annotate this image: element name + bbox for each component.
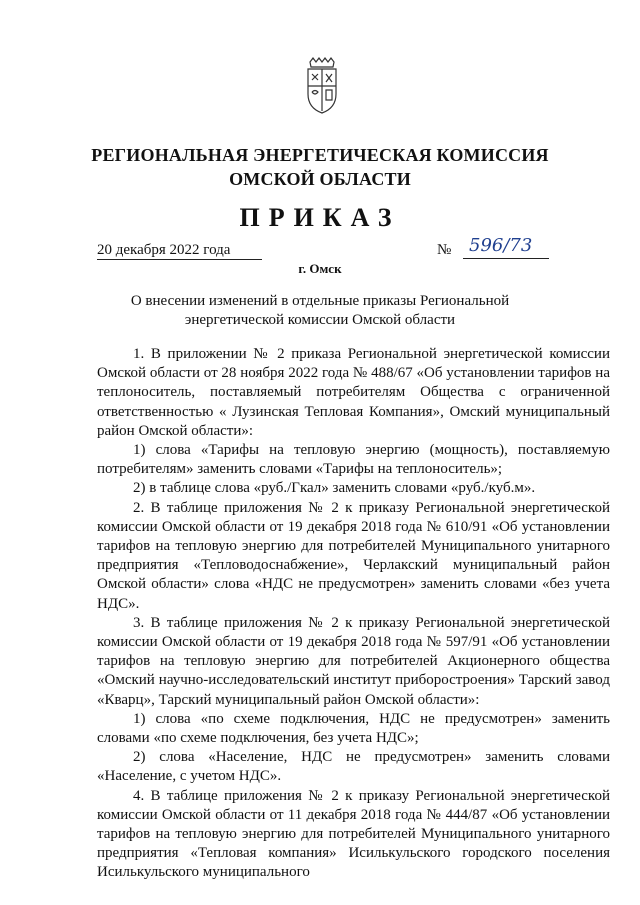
organization-name-line1: РЕГИОНАЛЬНАЯ ЭНЕРГЕТИЧЕСКАЯ КОМИССИЯ [91, 145, 549, 165]
body-paragraph: 1) слова «по схеме подключения, НДС не предусмотрен» заменить словами «по схеме подключения, без учета НДС»; [97, 710, 610, 747]
document-date: 20 декабря 2022 года [97, 241, 262, 260]
body-paragraph: 1. В приложении № 2 приказа Региональной энергетической комиссии Омской области от 28 ноября 2022 года № 488/67 «Об установлении тарифов на теплоноситель, поставляемый потребителям Общества с ограниченной ответственностью « Лузинская Тепловая Компания», Омский муниципальный район Омской области»: [97, 346, 610, 439]
document-body [97, 345, 610, 883]
document-subject [0, 292, 640, 330]
coat-of-arms-emblem [300, 56, 344, 116]
document-number-handwritten: 596/73 [463, 234, 549, 259]
body-paragraph: 4. В таблице приложения № 2 к приказу Региональной энергетической комиссии Омской области от 11 декабря 2018 года № 444/87 «Об установлении тарифов на тепловую энергию для потребителей Муниципального унитарного предприятия «Тепловая компания» Исилькульского городского поселения Исилькульского муниципального [97, 787, 610, 881]
document-number-label: № [437, 242, 452, 258]
document-type-title: ПРИКАЗ [239, 203, 401, 232]
body-paragraph: 2) в таблице слова «руб./Гкал» заменить словами «руб./куб.м». [133, 480, 536, 497]
body-paragraph: 1) слова «Тарифы на тепловую энергию (мощность), поставляемую потребителям» заменить словами «Тарифы на теплоноситель»; [97, 442, 610, 478]
subject-line2: энергетической комиссии Омской области [184, 312, 456, 328]
body-paragraph: 2) слова «Население, НДС не предусмотрен» заменить словами «Население, с учетом НДС». [97, 749, 610, 785]
subject-line1: О внесении изменений в отдельные приказы Региональной [130, 293, 510, 309]
body-paragraph: 3. В таблице приложения № 2 к приказу Региональной энергетической комиссии Омской области от 19 декабря 2018 года № 597/91 «Об установлении тарифов на тепловую энергию для потребителей Акционерного общества «Омский научно-исследовательский институт приборостроения» Тарский завод «Кварц», Тарский муниципальный район Омской области»: [97, 614, 610, 708]
organization-name-line2: ОМСКОЙ ОБЛАСТИ [229, 169, 411, 189]
body-paragraph: 2. В таблице приложения № 2 к приказу Региональной энергетической комиссии Омской области от 19 декабря 2018 года № 610/91 «Об установлении тарифов на тепловую энергию для потребителей Муниципального унитарного предприятия «Тепловодоснабжение», Черлакский муниципальный район Омской области» слова «НДС не предусмотрен» заменить словами «без учета НДС». [97, 499, 610, 612]
document-city: г. Омск [298, 261, 342, 276]
